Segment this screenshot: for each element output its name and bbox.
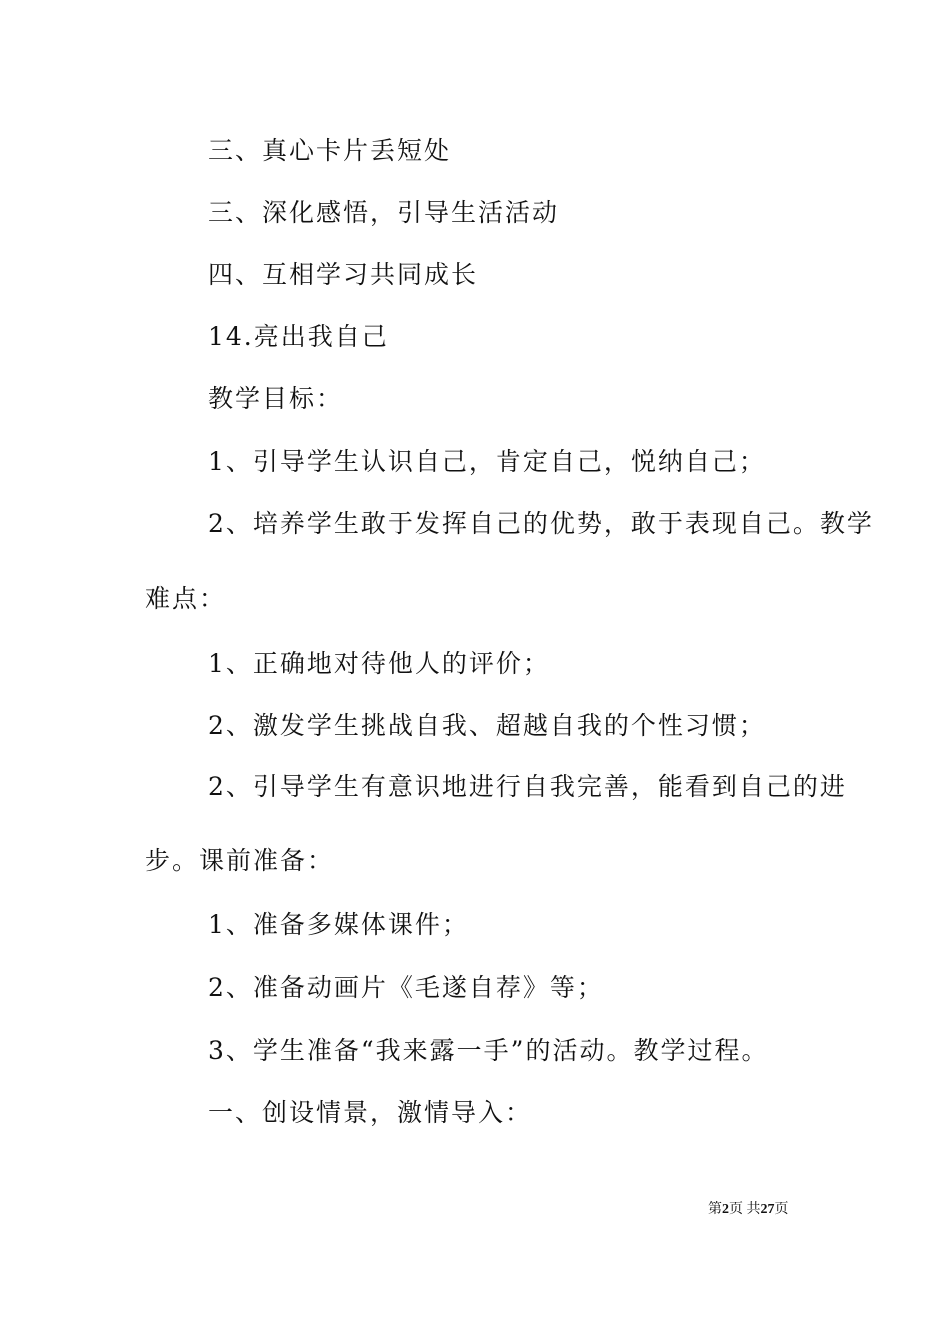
footer-suffix: 页 xyxy=(774,1202,789,1217)
preparation-item-1: 1、准备多媒体课件； xyxy=(208,910,469,939)
difficulty-item-1: 1、正确地对待他人的评价； xyxy=(208,649,550,678)
preparation-item-3: 3、学生准备“我来露一手”的活动。教学过程。 xyxy=(208,1036,769,1065)
difficulty-item-2: 2、激发学生挑战自我、超越自我的个性习惯； xyxy=(208,711,766,740)
difficulty-item-3: 2、引导学生有意识地进行自我完善，能看到自己的进 xyxy=(208,772,847,801)
goal-item-1: 1、引导学生认识自己，肯定自己，悦纳自己； xyxy=(208,447,766,476)
preparation-label: 步。课前准备： xyxy=(145,846,335,875)
teaching-goals-label: 教学目标： xyxy=(208,384,344,413)
footer-total-pages: 27 xyxy=(760,1202,775,1217)
lesson-title: 14.亮出我自己 xyxy=(208,322,389,351)
footer-page-number: 2 xyxy=(722,1202,729,1217)
footer-prefix: 第 xyxy=(708,1202,722,1217)
preparation-item-2: 2、准备动画片《毛遂自荐》等； xyxy=(208,973,604,1002)
footer-middle: 页 共 xyxy=(729,1202,761,1217)
goal-item-2: 2、培养学生敢于发挥自己的优势，敢于表现自己。教学 xyxy=(208,509,874,538)
heading-true-heart-card: 三、真心卡片丢短处 xyxy=(208,136,452,165)
process-step-1: 一、创设情景，激情导入： xyxy=(208,1098,533,1127)
heading-deepen-feeling: 三、深化感悟，引导生活活动 xyxy=(208,198,560,227)
difficulties-label: 难点： xyxy=(145,584,227,613)
heading-mutual-learning: 四、互相学习共同成长 xyxy=(208,260,479,289)
page-footer xyxy=(708,1201,789,1219)
